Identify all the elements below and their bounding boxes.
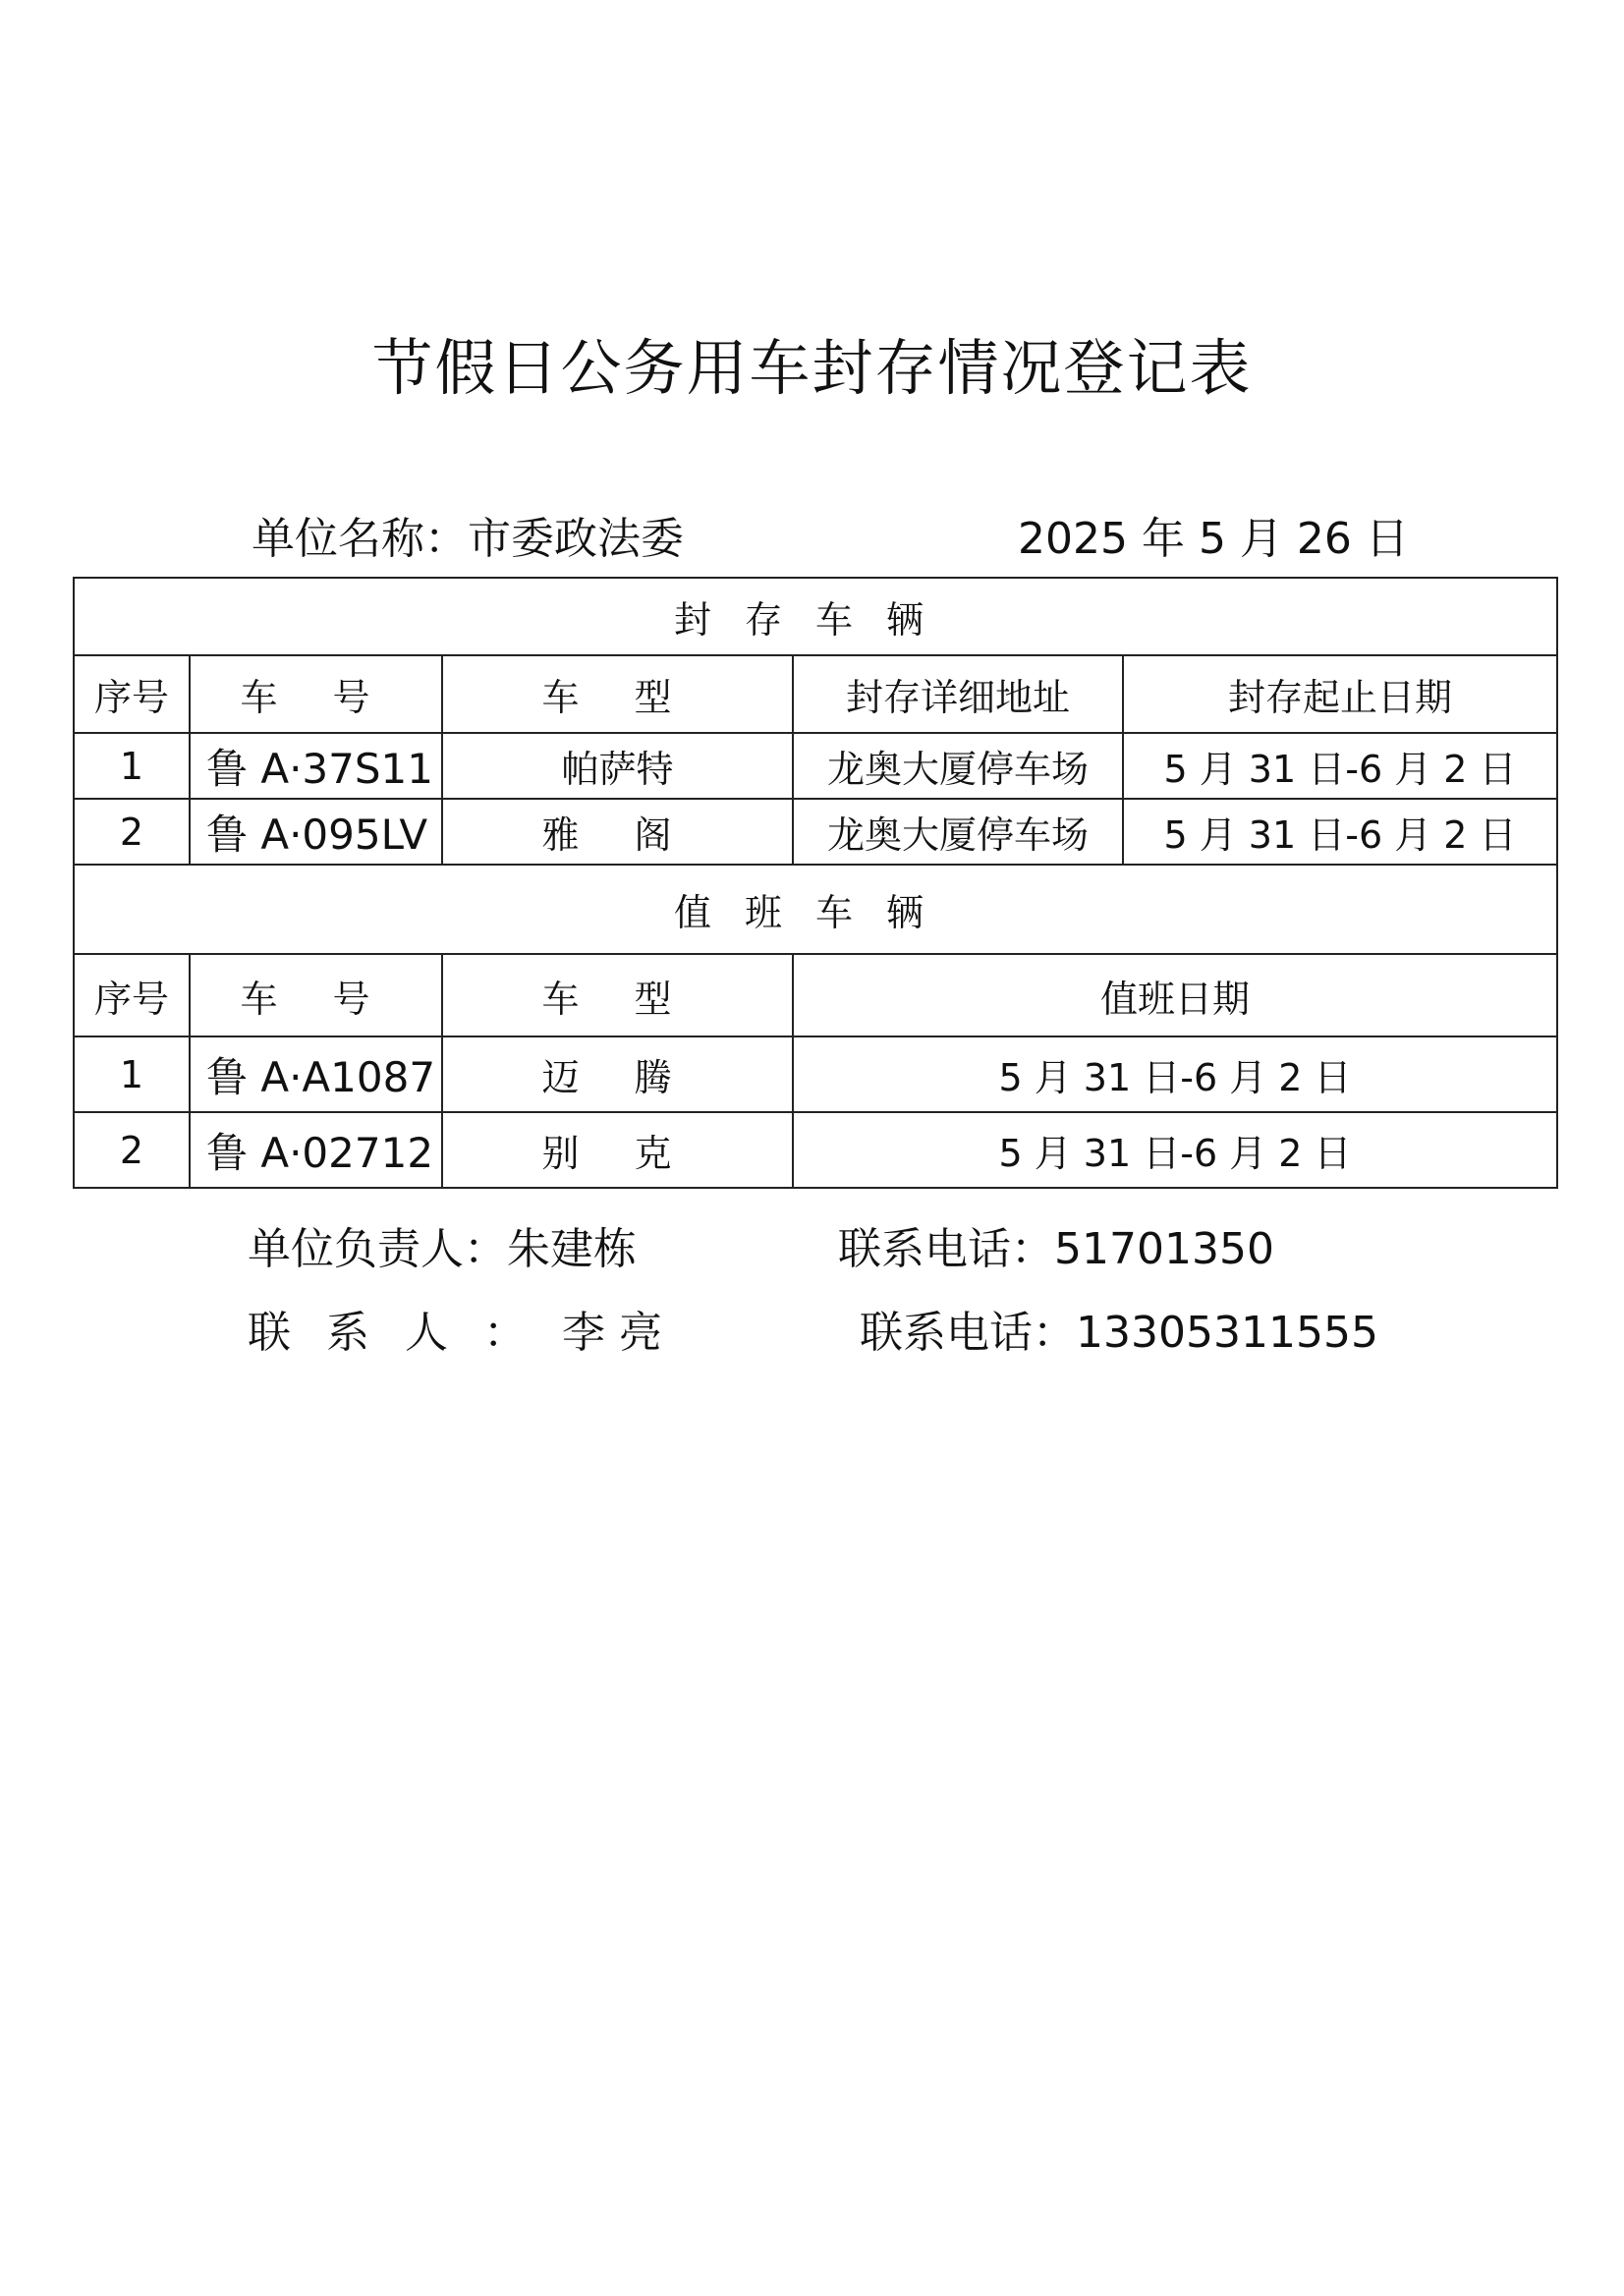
phone-label: 联系电话： — [860, 1308, 1076, 1358]
row-duty-date: 5 月 31 日-6 月 2 日 — [793, 1112, 1557, 1188]
header-plate: 车 号 — [190, 655, 442, 733]
header-model: 车 型 — [442, 655, 793, 733]
duty-section-heading: 值班车辆 — [74, 865, 1557, 954]
table-row — [74, 1112, 1557, 1188]
row-address: 龙奥大厦停车场 — [793, 733, 1123, 799]
row-model: 别 克 — [442, 1112, 793, 1188]
row-period: 5 月 31 日-6 月 2 日 — [1123, 733, 1557, 799]
sealed-section-heading-row — [74, 578, 1557, 655]
row-duty-date: 5 月 31 日-6 月 2 日 — [793, 1036, 1557, 1112]
responsible-person — [248, 1213, 637, 1276]
header-plate: 车 号 — [190, 954, 442, 1036]
row-model: 雅 阁 — [442, 799, 793, 865]
row-model: 帕萨特 — [442, 733, 793, 799]
registration-table — [73, 577, 1558, 1189]
contact-name: 李 亮 — [562, 1308, 662, 1358]
row-model: 迈 腾 — [442, 1036, 793, 1112]
sealed-header-row — [74, 655, 1557, 733]
row-index: 1 — [74, 1036, 190, 1112]
phone-number: 13305311555 — [1076, 1308, 1378, 1358]
row-index: 2 — [74, 799, 190, 865]
table-row — [74, 799, 1557, 865]
row-period: 5 月 31 日-6 月 2 日 — [1123, 799, 1557, 865]
row-plate: 鲁 A·37S11 — [190, 733, 442, 799]
responsible-name: 朱建栋 — [507, 1224, 637, 1274]
header-model: 车 型 — [442, 954, 793, 1036]
table-row — [74, 733, 1557, 799]
table-row — [74, 1036, 1557, 1112]
row-address: 龙奥大厦停车场 — [793, 799, 1123, 865]
header-address: 封存详细地址 — [793, 655, 1123, 733]
responsible-label: 单位负责人： — [248, 1224, 507, 1274]
responsible-phone — [838, 1213, 1274, 1276]
document-title: 节假日公务用车封存情况登记表 — [371, 332, 1253, 404]
row-plate: 鲁 A·A1087 — [190, 1036, 442, 1112]
phone-label: 联系电话： — [838, 1224, 1054, 1274]
row-plate: 鲁 A·02712 — [190, 1112, 442, 1188]
header-period: 封存起止日期 — [1123, 655, 1557, 733]
duty-header-row — [74, 954, 1557, 1036]
header-index: 序号 — [74, 954, 190, 1036]
unit-name: 单位名称：市委政法委 — [252, 514, 684, 564]
report-date: 2025 年 5 月 26 日 — [1018, 514, 1409, 564]
header-index: 序号 — [74, 655, 190, 733]
sealed-section-heading: 封存车辆 — [74, 578, 1557, 655]
row-plate: 鲁 A·095LV — [190, 799, 442, 865]
contact-person — [248, 1297, 662, 1360]
contact-phone — [860, 1297, 1378, 1360]
contact-label: 联系人： — [248, 1308, 562, 1358]
row-index: 2 — [74, 1112, 190, 1188]
duty-section-heading-row — [74, 865, 1557, 954]
phone-number: 51701350 — [1054, 1224, 1274, 1274]
row-index: 1 — [74, 733, 190, 799]
header-duty-date: 值班日期 — [793, 954, 1557, 1036]
